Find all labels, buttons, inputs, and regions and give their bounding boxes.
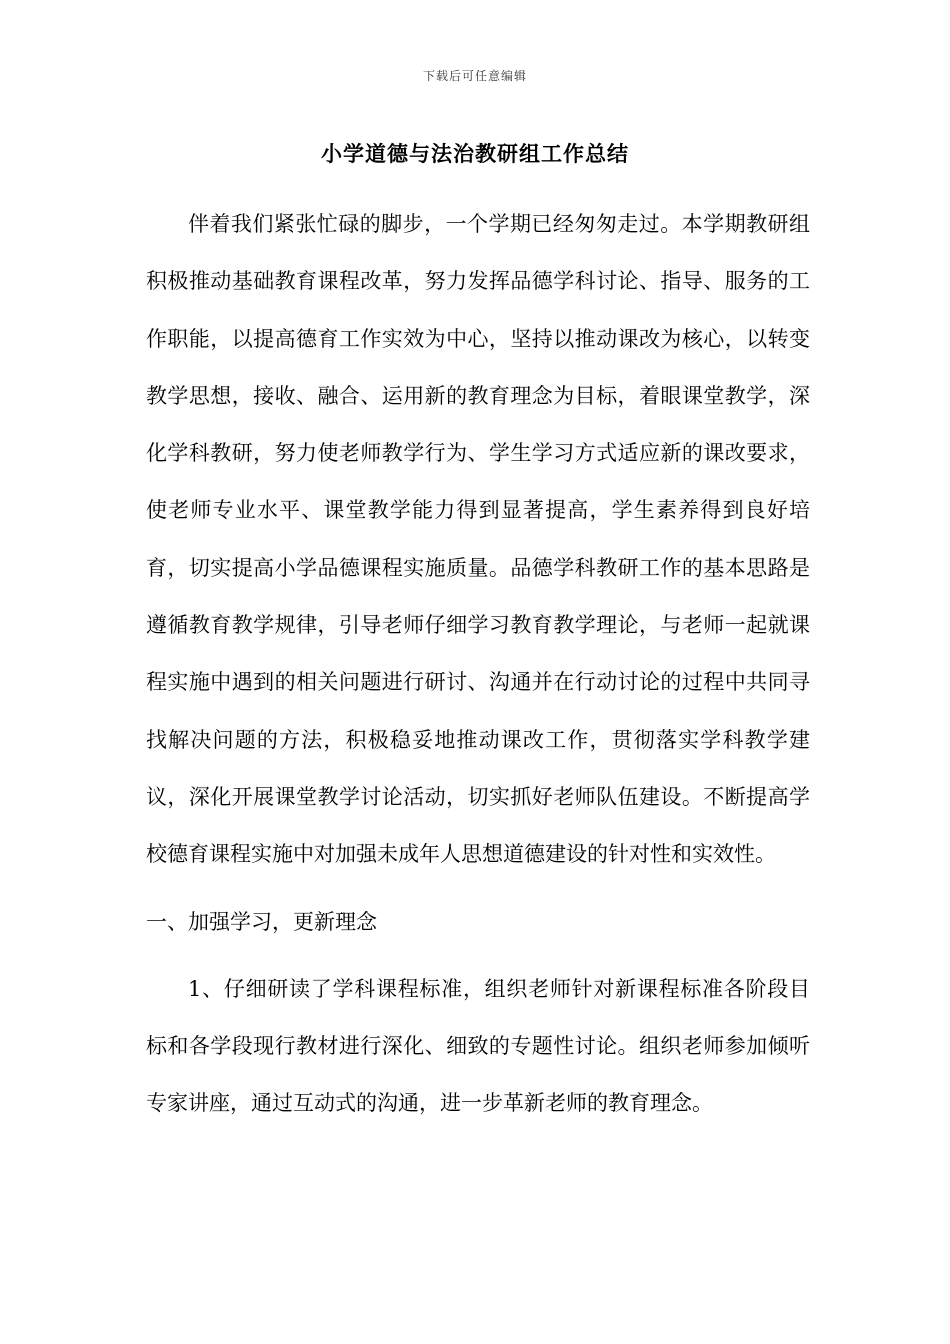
document-title: 小学道德与法治教研组工作总结 [321, 141, 629, 166]
section-paragraph: 1、仔细研读了学科课程标准，组织老师针对新课程标准各阶段目标和各学段现行教材进行深化、细致的专题性讨论。组织老师参加倾听专家讲座，通过互动式的沟通，进一步革新老师的教育理念。 [146, 976, 810, 1116]
intro-paragraph: 伴着我们紧张忙碌的脚步，一个学期已经匆匆走过。本学期教研组积极推动基础教育课程改革，努力发挥品德学科讨论、指导、服务的工作职能，以提高德育工作实效为中心，坚持以推动课改为核心，以转变教学思想，接收、融合、运用新的教育理念为目标，着眼课堂教学，深化学科教研，努力使老师教学行为、学生学习方式适应新的课改要求，使老师专业水平、课堂教学能力得到显著提高，学生素养得到良好培育，切实提高小学品德课程实施质量。品德学科教研工作的基本思路是遵循教育教学规律，引导老师仔细学习教育教学理论，与老师一起就课程实施中遇到的相关问题进行研讨、沟通并在行动讨论的过程中共同寻找解决问题的方法，积极稳妥地推动课改工作，贯彻落实学科教学建议，深化开展课堂教学讨论活动，切实抓好老师队伍建设。不断提高学校德育课程实施中对加强未成年人思想道德建设的针对性和实效性。 [146, 212, 810, 867]
document-body [146, 196, 810, 1133]
section-heading: 一、加强学习，更新理念 [146, 909, 377, 934]
header-note: 下载后可任意编辑 [422, 69, 527, 83]
